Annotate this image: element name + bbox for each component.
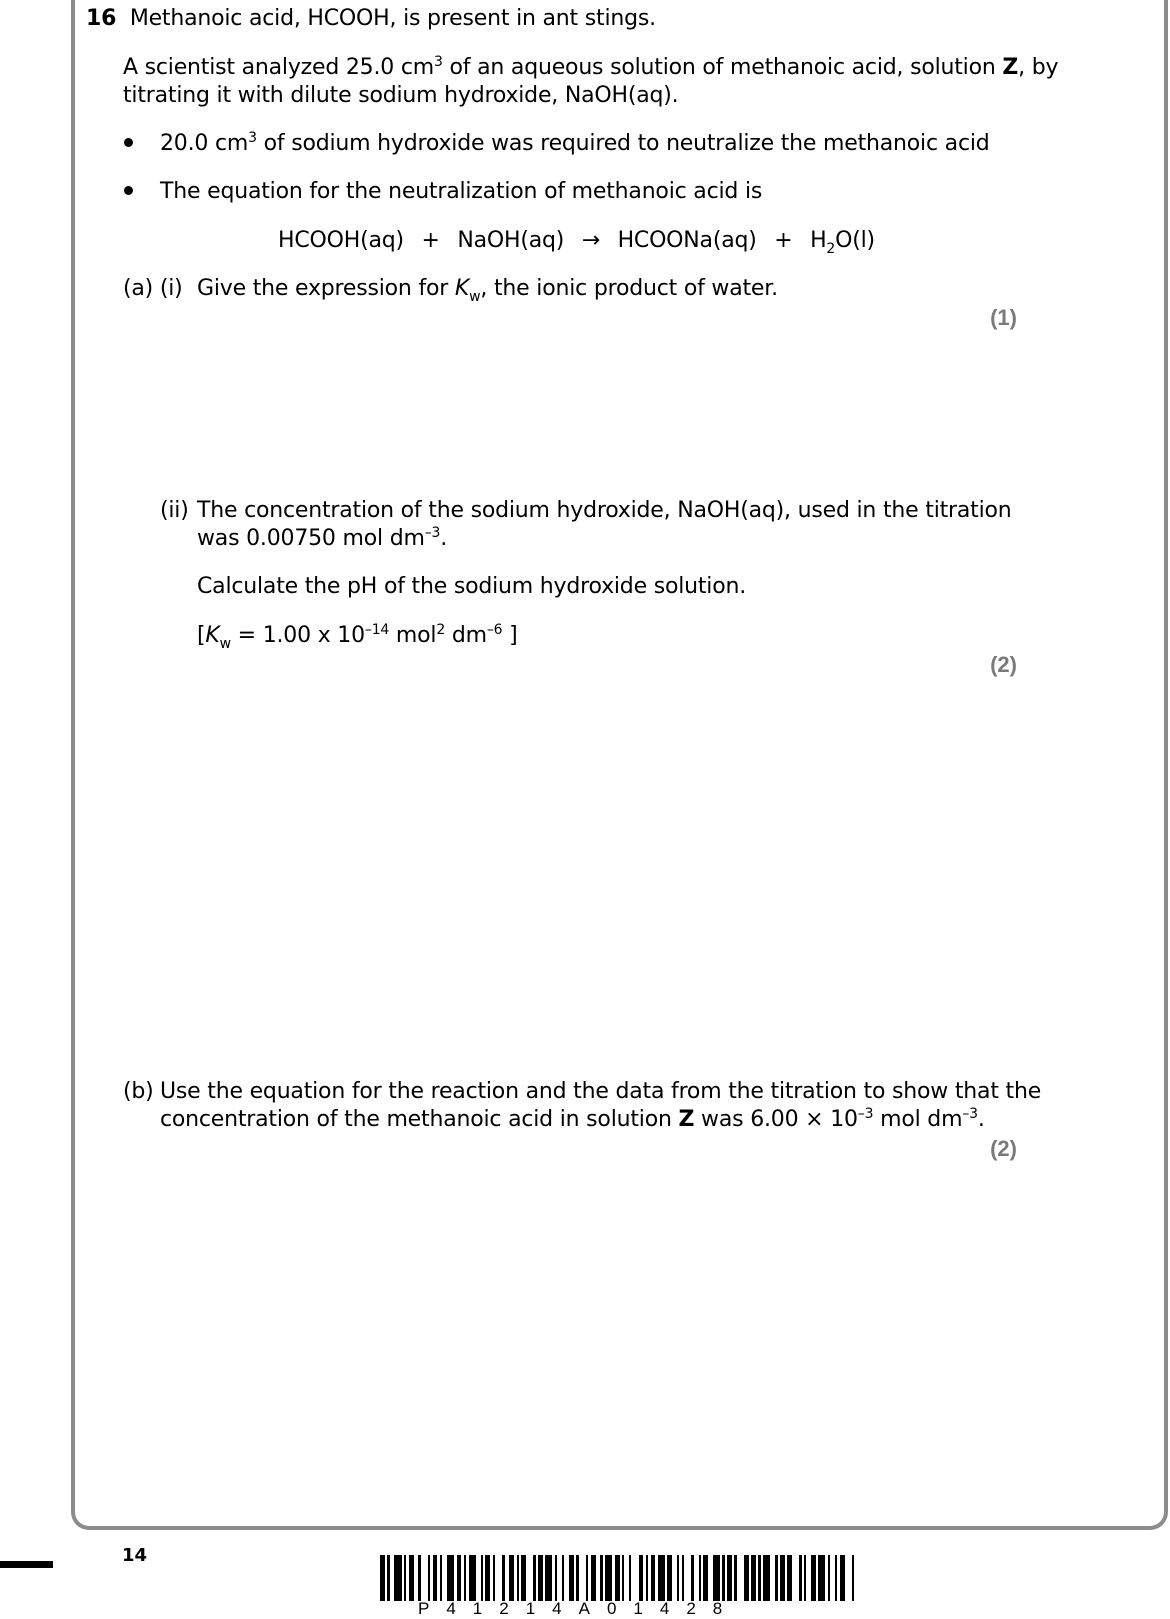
part-a-ii-label: (ii) bbox=[160, 498, 189, 523]
bullet2-text: The equation for the neutralization of methanoic acid is bbox=[160, 179, 763, 204]
context-line1: A scientist analyzed 25.0 $cm^3$ of an aqueous solution of methanoic acid, solution Z, by bbox=[123, 54, 1059, 80]
part-b-label: (b) bbox=[123, 1079, 154, 1104]
part-b-line2: concentration of the methanoic acid in solution Z was $6.00 \times 10^{-3}$ mol $dm^{-3}$. bbox=[160, 1106, 985, 1132]
equation: HCOOH(aq) + NaOH(aq) → HCOONa(aq) + $H_2O(l)$ bbox=[278, 228, 875, 257]
part-b-line1: Use the equation for the reaction and the data from the titration to show that the bbox=[160, 1079, 1042, 1104]
part-a-i-label: (a) (i) bbox=[123, 276, 183, 301]
part-a-ii-instruction: Calculate the pH of the sodium hydroxide solution. bbox=[197, 574, 747, 599]
barcode bbox=[380, 1555, 860, 1601]
margin-bar bbox=[0, 1561, 53, 1568]
marks-a-ii: (2) bbox=[990, 652, 1017, 677]
part-a-i-text: Give the expression for $K_w$, the ionic product of water. bbox=[197, 276, 778, 305]
question-intro bbox=[86, 5, 656, 33]
arrow-icon: → bbox=[581, 228, 600, 253]
context-line2: titrating it with dilute sodium hydroxide, NaOH(aq). bbox=[123, 83, 679, 108]
marks-b: (2) bbox=[990, 1136, 1017, 1161]
part-a-ii-line2: was 0.00750 mol $dm^{-3}$. bbox=[197, 525, 448, 551]
bullet-icon bbox=[124, 138, 133, 147]
question-number: 16 bbox=[86, 6, 117, 31]
part-a-ii-line1: The concentration of the sodium hydroxide, NaOH(aq), used in the titration bbox=[197, 498, 1012, 523]
intro-text: Methanoic acid, HCOOH, is present in ant stings. bbox=[129, 6, 656, 31]
barcode-text: P41214A01428 bbox=[418, 1599, 740, 1618]
page-number: 14 bbox=[122, 1545, 148, 1566]
bullet-icon bbox=[124, 186, 133, 195]
bullet1-text: 20.0 $cm^3$ of sodium hydroxide was required to neutralize the methanoic acid bbox=[160, 130, 990, 156]
part-a-ii-given: [$K_w = 1.00$ x $10^{-14}$ mol$^2$ $dm^{-6}$ ] bbox=[197, 622, 518, 652]
marks-a-i: (1) bbox=[990, 305, 1017, 330]
